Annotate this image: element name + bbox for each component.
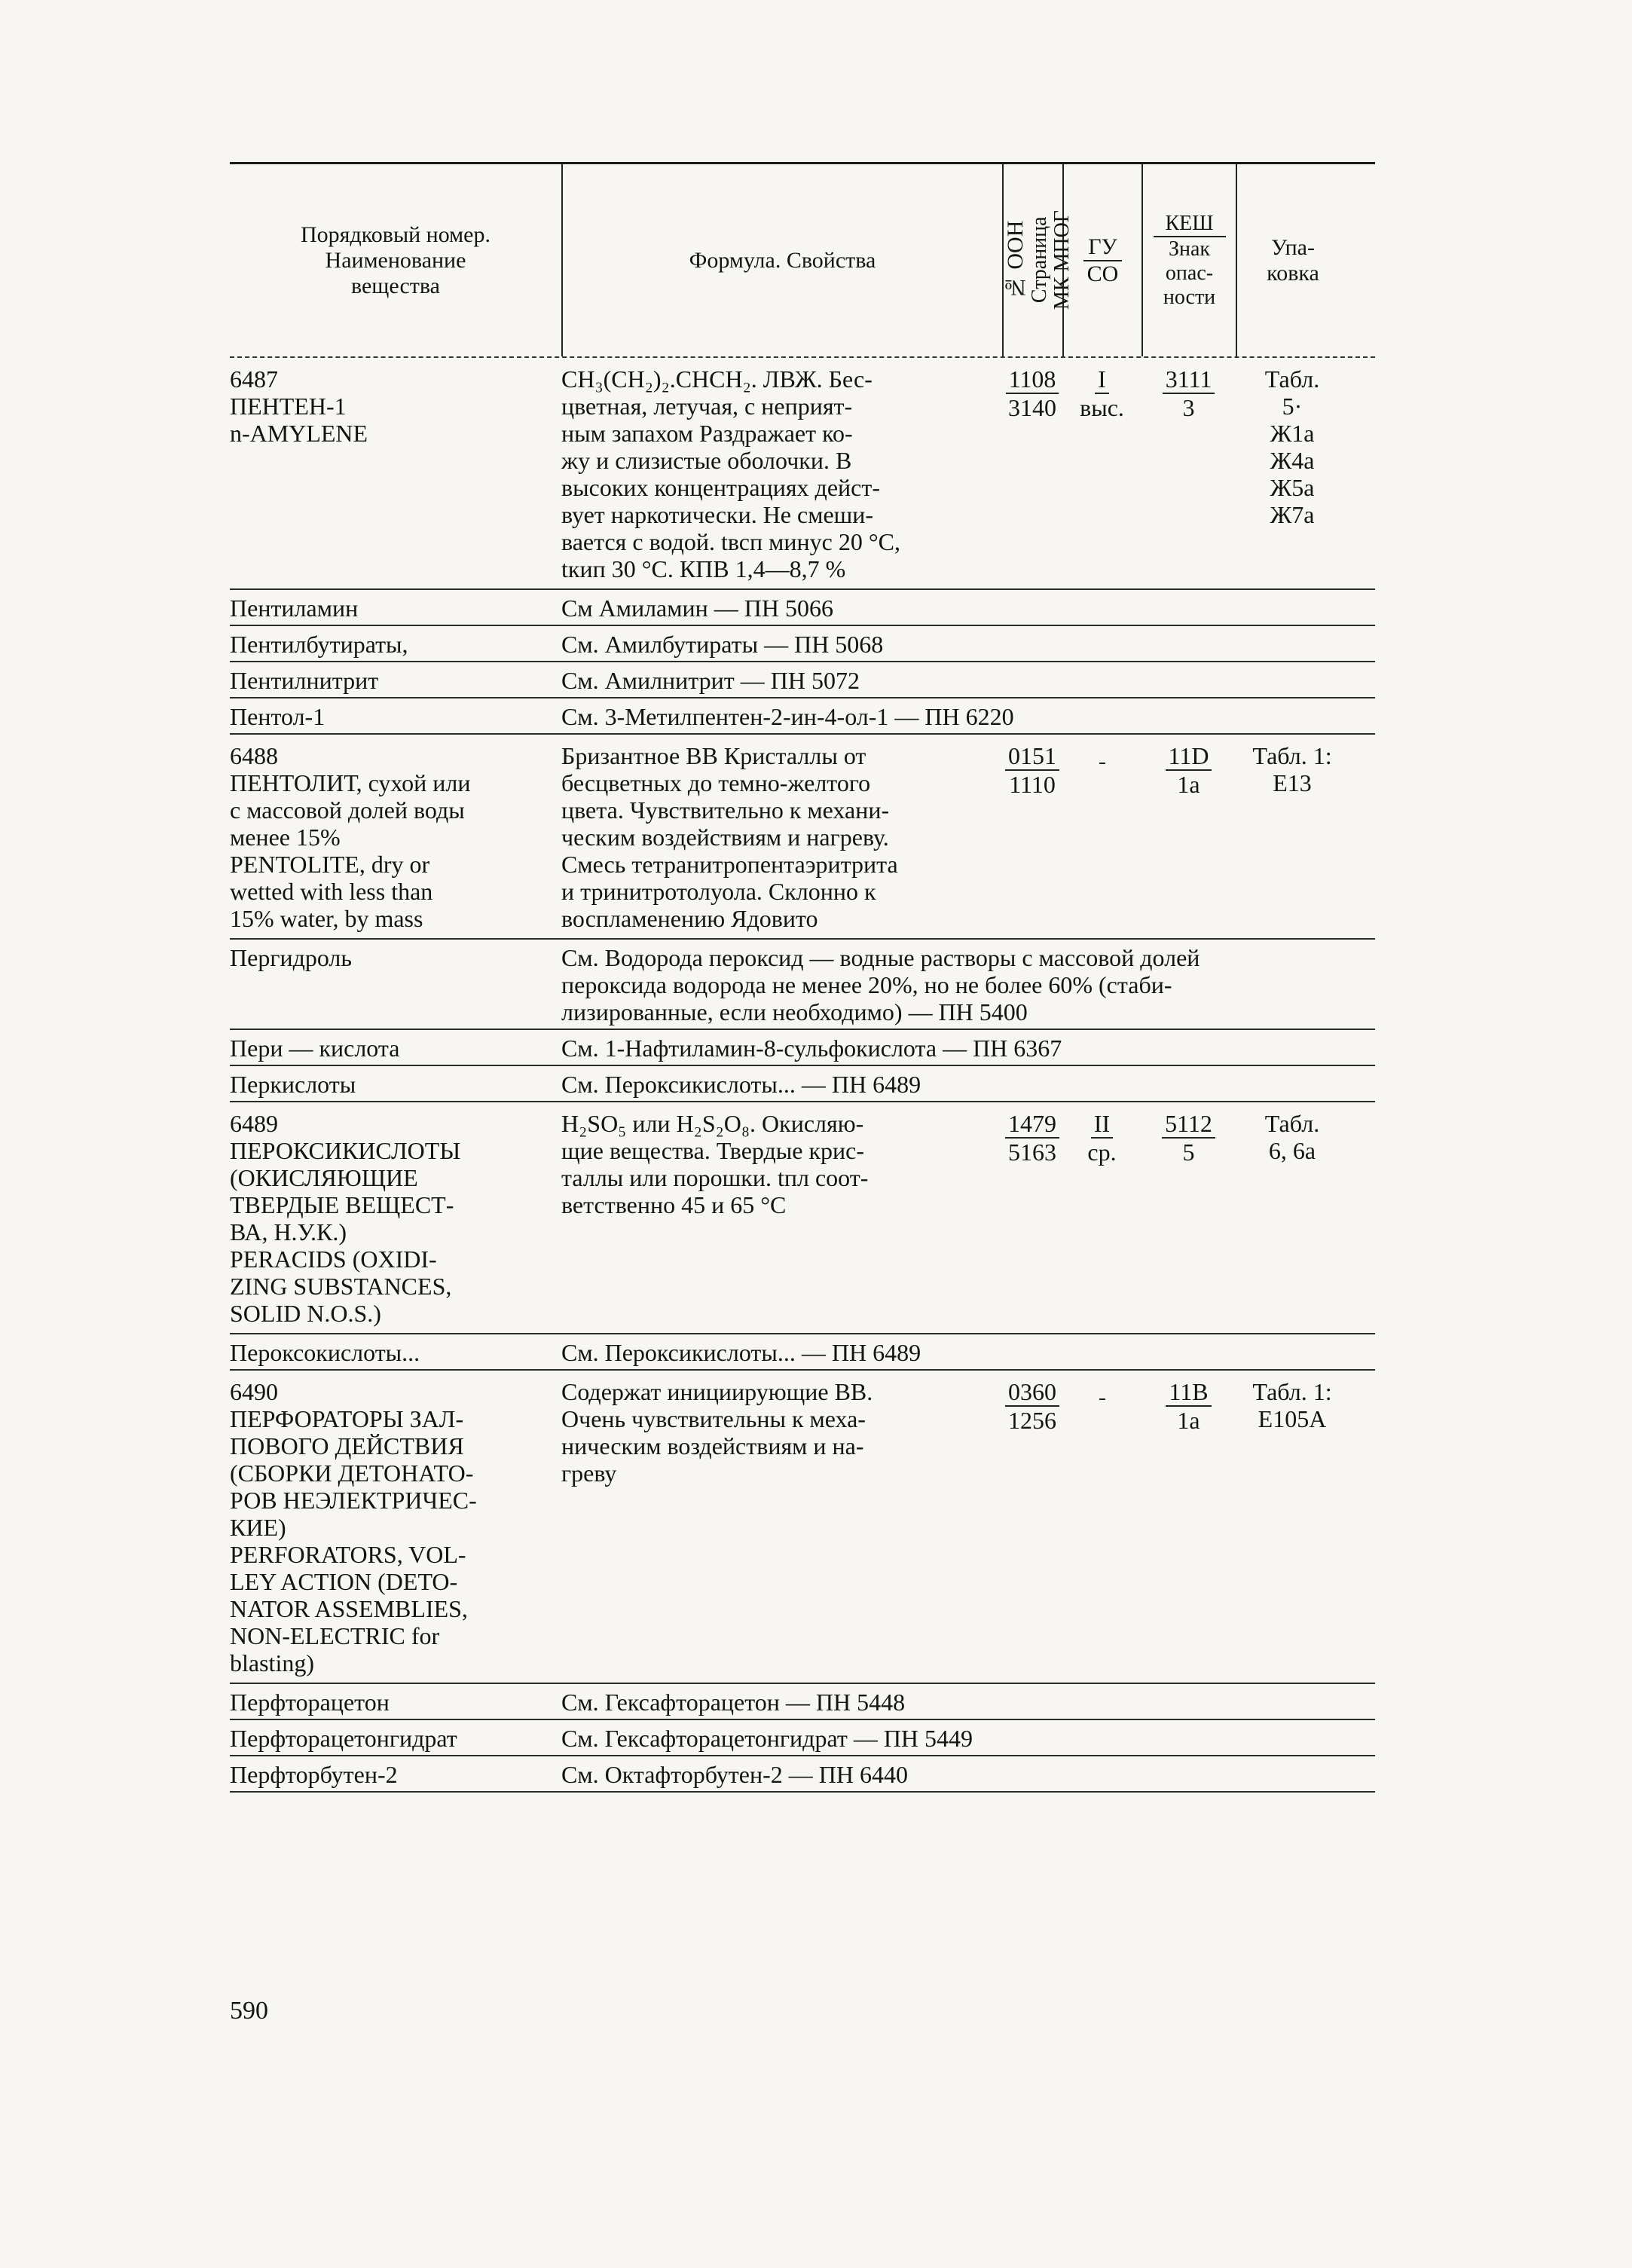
- header-un-number: № ООН: [1003, 220, 1028, 301]
- list-item: [230, 358, 1375, 588]
- entry-name: 6489 ПЕРОКСИКИСЛОТЫ (ОКИСЛЯЮЩИЕ ТВЕРДЫЕ ВЕЩЕСТ- ВА, Н.У.К.) PERACIDS (OXIDI- ZING SUBSTANCES, SOLID N.O.S.): [230, 1110, 461, 1327]
- entry-gu: $\frac{II}{ср.}$: [1087, 1110, 1117, 1166]
- ref-text: См. Водорода пероксид — водные растворы с массовой долей пероксида водорода не менее 20%, но не более 60% (стаби- лизированные, если необходимо) — ПН 5400: [561, 944, 1200, 1025]
- header-kem: КЕШ Знак опас- ности: [1141, 164, 1236, 356]
- cross-reference: [230, 698, 1375, 733]
- entry-gu: [1062, 742, 1141, 932]
- entry-un: $\frac{0151}{1110}$: [1002, 742, 1062, 932]
- ref-text: См. Амилнитрит — ПН 5072: [561, 667, 860, 694]
- entry-un: $\frac{0360}{1256}$: [1002, 1378, 1062, 1677]
- list-item: [230, 1102, 1375, 1333]
- cross-reference: [230, 590, 1375, 625]
- ref-name: Перкислоты: [230, 1071, 356, 1098]
- header-page: Страница МК МПОГ: [1028, 210, 1074, 310]
- ref-name: Пентилнитрит: [230, 667, 379, 694]
- entry-pack: Табл. 6, 6а: [1264, 1110, 1320, 1164]
- list-item: [230, 735, 1375, 938]
- header-pack: Упа- ковка: [1236, 164, 1349, 356]
- ref-name: Пентилбутираты,: [230, 631, 408, 658]
- ref-name: Пентол-1: [230, 703, 325, 730]
- ref-name: Перфторбутен-2: [230, 1761, 398, 1788]
- entries-list: [230, 358, 1375, 1793]
- header-gu: $\frac{ГУ}{СО}$: [1062, 164, 1141, 356]
- header-un: [1002, 164, 1074, 356]
- entry-name: 6490 ПЕРФОРАТОРЫ ЗАЛ- ПОВОГО ДЕЙСТВИЯ (СБОРКИ ДЕТОНАТО- РОВ НЕЭЛЕКТРИЧЕС- КИЕ) PERFORATORS, VOL- LEY ACTION (DETO- NATOR ASSEMBLIES, NON-ELECTRIC for blasting): [230, 1378, 477, 1677]
- ref-text: См. Пероксикислоты... — ПН 6489: [561, 1071, 921, 1098]
- cross-reference: [230, 1684, 1375, 1719]
- ref-name: Пероксокислоты...: [230, 1339, 420, 1366]
- ref-text: См. 3-Метилпентен-2-ин-4-ол-1 — ПН 6220: [561, 703, 1014, 730]
- cross-reference: [230, 1066, 1375, 1101]
- entry-formula: Бризантное ВВ Кристаллы от бесцветных до темно-желтого цвета. Чувствительно к механи- ческим воздействиям и нагреву. Смесь тетранитропентаэритрита и тринитротолуола. Склонно к воспламенению Ядовито: [561, 742, 898, 932]
- entry-pack: Табл. 1: Е13: [1252, 742, 1332, 796]
- entry-formula: H₂SO₅ или H₂S₂O₈. Окисляю- щие вещества. Твердые крис- таллы или порошки. tпл соот- ветственно 45 и 65 °С: [561, 1110, 869, 1218]
- entry-un: $\frac{1479}{5163}$: [1002, 1110, 1062, 1327]
- entry-kem: $\frac{3111}{3}$: [1141, 365, 1236, 582]
- header-name: Порядковый номер. Наименование вещества: [301, 222, 491, 298]
- ref-text: См. Пероксикислоты... — ПН 6489: [561, 1339, 921, 1366]
- cross-reference: [230, 1334, 1375, 1369]
- entry-formula: Содержат инициирующие ВВ. Очень чувствительны к меха- ническим воздействиям и на- греву: [561, 1378, 873, 1487]
- cross-reference: [230, 940, 1375, 1029]
- table-header: [230, 164, 1375, 356]
- entry-gu: $\frac{I}{\text{выс.}}$: [1080, 365, 1124, 421]
- entry-pack: Табл. 5· Ж1а Ж4а Ж5а Ж7а: [1264, 365, 1320, 528]
- cross-reference: [230, 626, 1375, 661]
- cross-reference: [230, 1756, 1375, 1791]
- row-divider: [230, 1791, 1375, 1793]
- cross-reference: [230, 1030, 1375, 1065]
- ref-name: Перфторацетон: [230, 1689, 390, 1716]
- entry-gu: [1062, 1378, 1141, 1677]
- ref-text: См. Амилбутираты — ПН 5068: [561, 631, 884, 658]
- cross-reference: [230, 662, 1375, 697]
- entry-formula: CH₃(CH₂)₂.CHCH₂. ЛВЖ. Бес- цветная, летучая, с неприят- ным запахом Раздражает ко- жу и слизистые оболочки. В высоких концентрациях дейст- вует наркотически. Не смеши- вается с водой. tвсп минус 20 °С, tкип 30 °С. КПВ 1,4—8,7 %: [561, 365, 900, 582]
- entry-kem: $\frac{11D}{1а}$: [1141, 742, 1236, 932]
- entry-kem: $\frac{5112}{5}$: [1141, 1110, 1236, 1327]
- document-page: [230, 162, 1375, 1793]
- cross-reference: [230, 1720, 1375, 1755]
- ref-text: См. Гексафторацетон — ПН 5448: [561, 1689, 906, 1716]
- ref-text: См. Октафторбутен-2 — ПН 6440: [561, 1761, 908, 1788]
- ref-text: См. 1-Нафтиламин-8-сульфокислота — ПН 6367: [561, 1035, 1062, 1062]
- header-formula: Формула. Свойства: [561, 164, 1002, 356]
- ref-name: Пентиламин: [230, 595, 359, 622]
- entry-name: 6487 ПЕНТЕН-1 n-AMYLENE: [230, 365, 368, 447]
- ref-name: Перфторацетонгидрат: [230, 1725, 457, 1752]
- entry-kem: $\frac{11B}{1а}$: [1141, 1378, 1236, 1677]
- entry-name: 6488 ПЕНТОЛИТ, сухой или с массовой долей воды менее 15% PENTOLITE, dry or wetted with less than 15% water, by mass: [230, 742, 471, 932]
- ref-text: См Амиламин — ПН 5066: [561, 595, 833, 622]
- page-number: 590: [230, 1997, 268, 2025]
- list-item: [230, 1371, 1375, 1683]
- entry-un: $\frac{1108}{3140}$: [1002, 365, 1062, 582]
- ref-text: См. Гексафторацетонгидрат — ПН 5449: [561, 1725, 973, 1752]
- ref-name: Пергидроль: [230, 944, 352, 971]
- ref-name: Пери — кислота: [230, 1035, 400, 1062]
- entry-pack: Табл. 1: Е105А: [1252, 1378, 1332, 1432]
